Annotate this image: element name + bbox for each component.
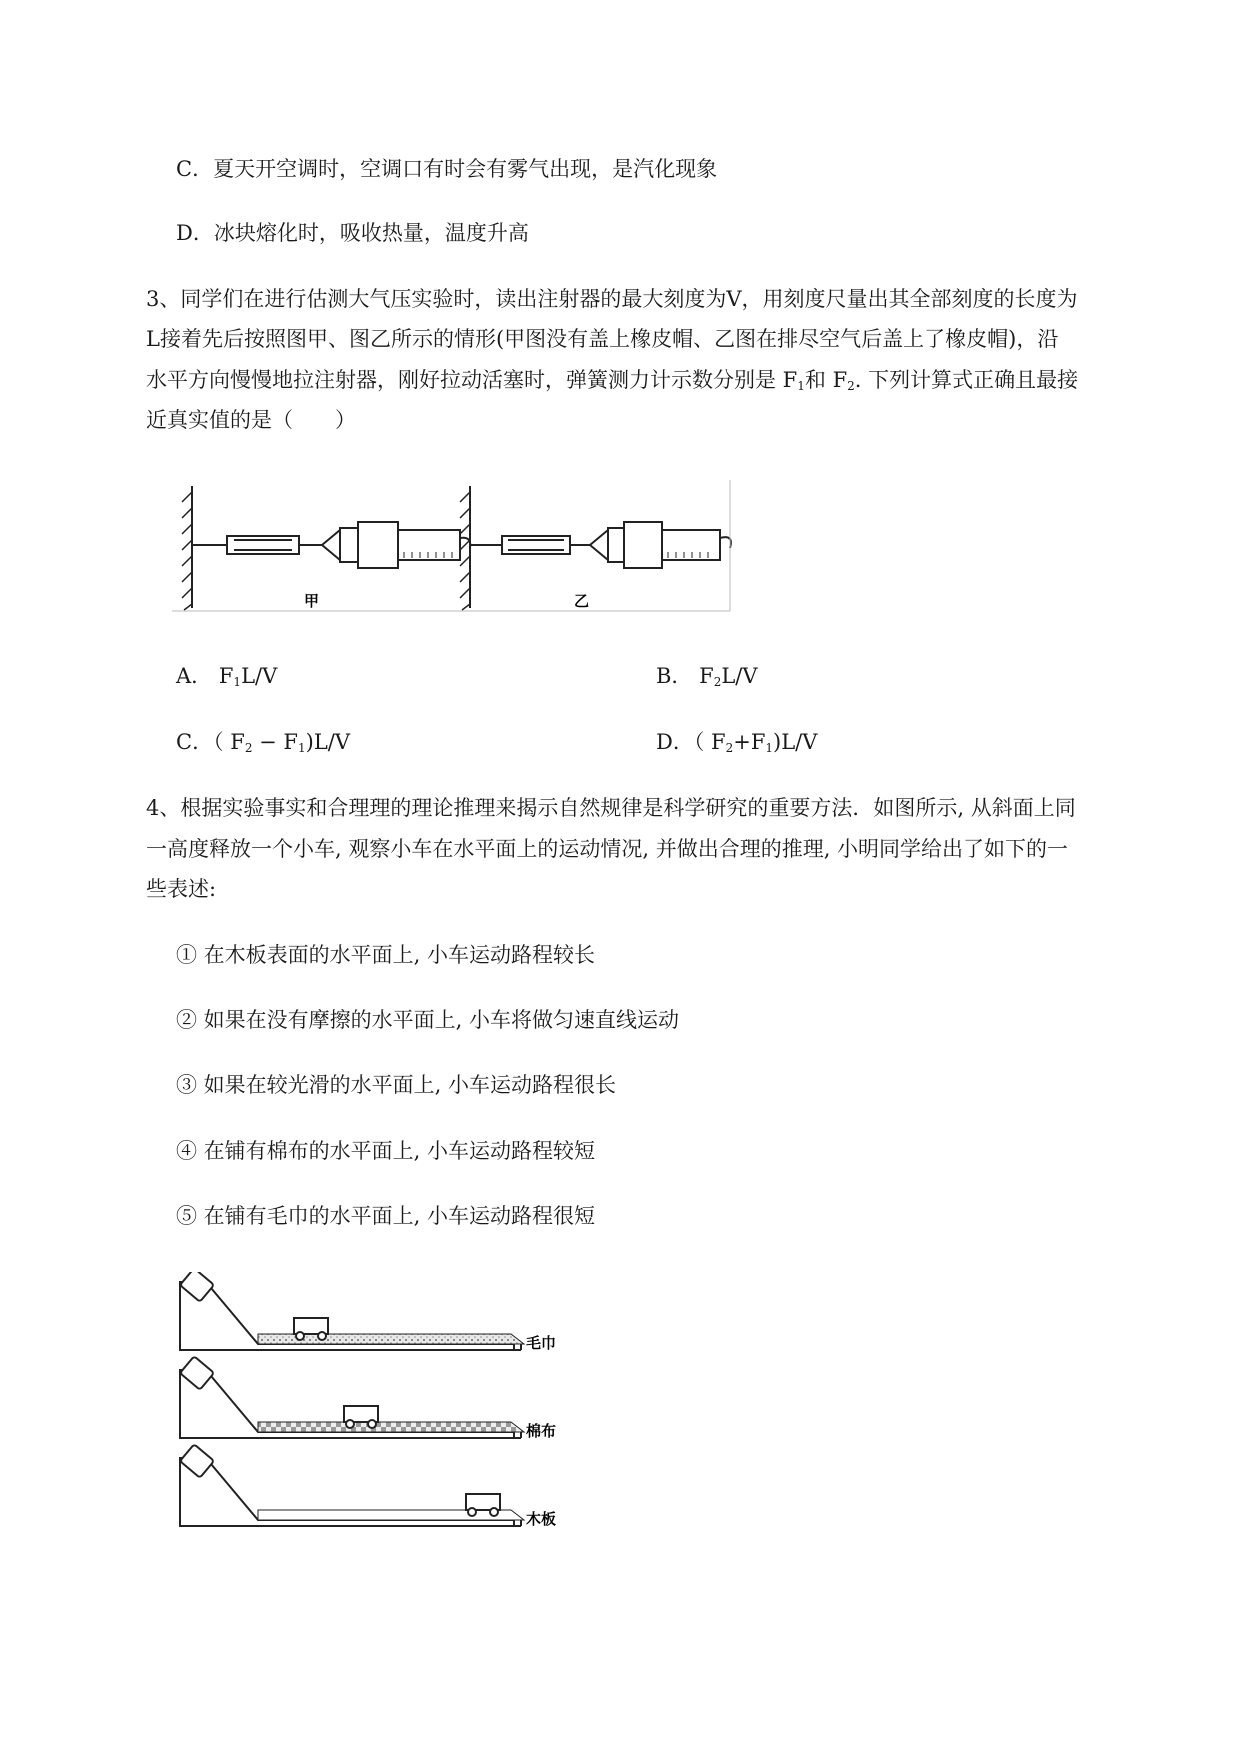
incline-row-wood (180, 1444, 524, 1526)
q3-option-d: D．（ $F_2+F_1)L/V$ (656, 730, 818, 755)
q2-option-c: C．夏天开空调时，空调口有时会有雾气出现，是汽化现象 (176, 157, 718, 181)
q4-line-1: 4、根据实验事实和合理理的理论推理来揭示自然规律是科学研究的重要方法．如图所示, 从斜面上同 (146, 796, 1076, 820)
figure-label-yi: 乙 (574, 592, 590, 610)
surface-label-cotton: 棉布 (526, 1422, 557, 1440)
surface-label-wood: 木板 (526, 1510, 557, 1528)
q3-option-a: A． $F_1L/V$ (176, 664, 278, 689)
incline-row-cotton (180, 1356, 524, 1438)
q3-option-b: B． $F_2L/V$ (656, 664, 758, 689)
q4-statement-2: ② 如果在没有摩擦的水平面上, 小车将做匀速直线运动 (176, 1008, 680, 1032)
q4-statement-4: ④ 在铺有棉布的水平面上, 小车运动路程较短 (176, 1139, 596, 1163)
q2-option-d: D．冰块熔化时，吸收热量，温度升高 (176, 221, 529, 245)
q4-statement-5: ⑤ 在铺有毛巾的水平面上, 小车运动路程很短 (176, 1204, 596, 1228)
incline-figure (176, 1272, 596, 1542)
q4-statement-3: ③ 如果在较光滑的水平面上, 小车运动路程很长 (176, 1073, 617, 1097)
q3-option-c: C．（ $F_2 - F_1)L/V$ (176, 730, 351, 755)
figure-label-jia: 甲 (304, 592, 320, 610)
q3-line-1: 3、同学们在进行估测大气压实验时，读出注射器的最大刻度为V，用刻度尺量出其全部刻度的长度为 (146, 287, 1078, 311)
q4-statement-1: ① 在木板表面的水平面上, 小车运动路程较长 (176, 943, 596, 967)
incline-row-towel (180, 1272, 524, 1350)
syringe-figure (172, 478, 732, 613)
q3-line-4: 近真实值的是（ ） (146, 408, 356, 432)
q4-line-2: 一高度释放一个小车, 观察小车在水平面上的运动情况, 并做出合理的推理, 小明同学给出了如下的一 (146, 837, 1069, 861)
q3-line-3: 水平方向慢慢地拉注射器，刚好拉动活塞时，弹簧测力计示数分别是 $F_1$和 $F_2$. 下列计算式正确且最接 (146, 368, 1079, 393)
surface-label-towel: 毛巾 (526, 1334, 557, 1352)
q4-line-3: 些表述: (146, 877, 217, 901)
q3-line-2: L接着先后按照图甲、图乙所示的情形(甲图没有盖上橡皮帽、乙图在排尽空气后盖上了橡皮帽)，沿 (146, 327, 1059, 351)
